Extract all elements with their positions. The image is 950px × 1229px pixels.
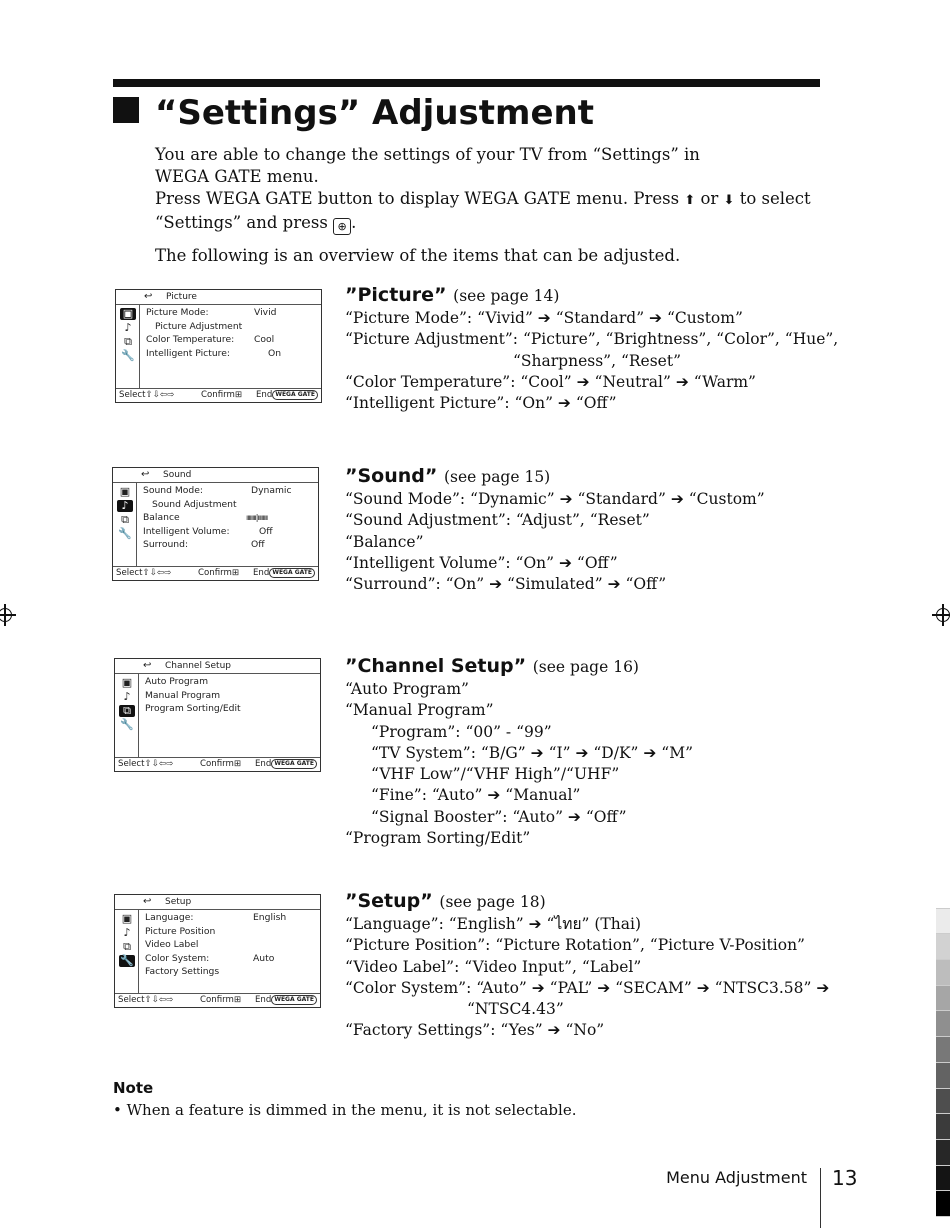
title-square-icon — [113, 97, 139, 123]
wrench-icon: 🔧 — [120, 954, 134, 967]
gray-swatch — [936, 1011, 950, 1037]
page-reference: (see page 15) — [444, 468, 551, 486]
gray-swatch — [936, 909, 950, 935]
page-reference: (see page 18) — [439, 893, 546, 911]
menu-row: Manual Program — [145, 689, 221, 701]
menu-row: Intelligent Volume: Off — [143, 525, 273, 537]
page-number: 13 — [832, 1166, 858, 1190]
section-line: “Picture Adjustment”: “Picture”, “Brightness”, “Color”, “Hue”, — [345, 330, 839, 349]
gray-swatch — [936, 1063, 950, 1089]
balance-bar: ıııııııı|ıııııııı — [246, 513, 268, 523]
menu-footer: Select⇧⇩⇦⇨ Confirm⊞ End WEGA GATE — [116, 388, 321, 402]
back-arrow-icon: ↩ — [144, 291, 153, 302]
sound-menu-screen — [112, 467, 319, 581]
menu-body — [143, 484, 314, 552]
menu-header-title: Picture — [166, 292, 197, 302]
channel-setup-menu-screen — [114, 658, 321, 772]
gray-swatch — [936, 1037, 950, 1063]
menu-header — [115, 659, 320, 674]
menu-row: Language: English — [145, 912, 287, 923]
intro-text — [155, 144, 820, 267]
channel-setup-section — [345, 654, 845, 849]
picture-section — [345, 283, 845, 414]
confirm-icon: ⊞ — [231, 568, 240, 578]
menu-row: Factory Settings — [145, 966, 220, 978]
menu-sidebar — [115, 674, 139, 757]
setup-section — [345, 889, 845, 1042]
music-note-icon: ♪ — [117, 500, 133, 512]
gray-swatch — [936, 934, 950, 960]
section-line: “Language”: “English” ➔ “ไทย” (Thai) — [345, 915, 641, 933]
select-arrows-icon: ⇧⇩⇦⇨ — [144, 759, 174, 769]
wega-gate-badge: WEGA GATE — [271, 995, 317, 1005]
music-note-icon: ♪ — [124, 321, 132, 334]
section-line: “NTSC4.43” — [467, 1000, 564, 1019]
back-arrow-icon: ↩ — [143, 896, 152, 907]
menu-sidebar — [113, 483, 137, 566]
section-line: “Sharpness”, “Reset” — [513, 351, 681, 370]
menu-footer: Select⇧⇩⇦⇨ Confirm⊞ End WEGA GATE — [115, 757, 320, 771]
registration-mark-icon — [932, 604, 950, 626]
menu-row: Sound Mode: Dynamic — [143, 485, 292, 496]
note-title: Note — [113, 1079, 154, 1097]
section-line: “Balance” — [345, 532, 424, 551]
section-line: “Picture Mode”: “Vivid” ➔ “Standard” ➔ “Custom” — [345, 309, 743, 327]
menu-row: Color Temperature: Cool — [146, 334, 275, 346]
menu-body — [145, 911, 316, 979]
wega-gate-badge: WEGA GATE — [269, 568, 315, 578]
page-title: “Settings” Adjustment — [113, 93, 594, 133]
menu-row: Auto Program — [145, 676, 209, 687]
down-arrow-icon: ⬇ — [723, 193, 735, 208]
section-line: “Picture Position”: “Picture Rotation”, “Picture V-Position” — [345, 936, 805, 955]
menu-header-title: Channel Setup — [165, 661, 232, 671]
music-note-icon: ♪ — [123, 926, 131, 939]
intro-line2: WEGA GATE menu. — [155, 167, 319, 186]
wrench-icon: 🔧 — [121, 349, 135, 362]
section-line: “Sound Mode”: “Dynamic” ➔ “Standard” ➔ “Custom” — [345, 490, 765, 508]
section-line: “Auto Program” — [345, 680, 469, 698]
intro-overview: The following is an overview of the items that can be adjusted. — [155, 246, 681, 265]
menu-row: Picture Adjustment — [155, 320, 243, 332]
section-heading: ”Channel Setup” (see page 16) — [345, 655, 639, 677]
wega-gate-badge: WEGA GATE — [271, 759, 317, 769]
page-reference: (see page 16) — [532, 658, 639, 676]
picture-icon: ▣ — [120, 308, 136, 320]
gray-scale-strip — [936, 883, 950, 1217]
menu-row: Intelligent Picture: On — [146, 347, 282, 359]
intro-line3b: to select — [739, 189, 811, 208]
menu-sidebar — [116, 305, 140, 388]
menu-header-title: Sound — [163, 470, 192, 480]
picture-icon: ▣ — [121, 912, 133, 925]
menu-row: Color System: Auto — [145, 952, 275, 964]
section-line: “VHF Low”/“VHF High”/“UHF” — [371, 765, 620, 784]
footer-section-name: Menu Adjustment — [666, 1168, 807, 1187]
section-line: “Program”: “00” - “99” — [371, 722, 552, 741]
menu-header — [115, 895, 320, 910]
section-line: “Surround”: “On” ➔ “Simulated” ➔ “Off” — [345, 575, 667, 594]
menu-row: Picture Mode: Vivid — [146, 307, 277, 318]
picture-menu-screen — [115, 289, 322, 403]
confirm-icon: ⊞ — [234, 390, 243, 400]
wrench-icon: 🔧 — [118, 527, 132, 540]
page-reference: (see page 14) — [453, 287, 560, 305]
menu-row: Surround: Off — [143, 539, 265, 551]
section-line: “Program Sorting/Edit” — [345, 829, 531, 848]
music-note-icon: ♪ — [123, 690, 131, 703]
section-line: “Video Label”: “Video Input”, “Label” — [345, 957, 642, 976]
section-line: “Color System”: “Auto” ➔ “PAL” ➔ “SECAM” ➔ “NTSC3.58” ➔ — [345, 978, 830, 997]
enter-button-icon: ⊕ — [333, 218, 351, 235]
gray-swatch — [936, 1166, 950, 1192]
intro-line4b: . — [351, 213, 357, 232]
select-arrows-icon: ⇧⇩⇦⇨ — [145, 390, 175, 400]
menu-header-title: Setup — [165, 897, 192, 907]
menu-header — [116, 290, 321, 305]
gray-swatch — [936, 1140, 950, 1166]
section-line: “Intelligent Volume”: “On” ➔ “Off” — [345, 553, 618, 572]
section-heading: ”Sound” (see page 15) — [345, 465, 551, 487]
gray-swatch — [936, 960, 950, 986]
sound-section — [345, 464, 845, 595]
section-line: “Signal Booster”: “Auto” ➔ “Off” — [371, 807, 627, 826]
menu-row: Sound Adjustment — [152, 498, 237, 510]
note-item: • When a feature is dimmed in the menu, it is not selectable. — [113, 1101, 577, 1119]
confirm-icon: ⊞ — [233, 759, 242, 769]
section-line: “Fine”: “Auto” ➔ “Manual” — [371, 786, 581, 805]
section-line: “Intelligent Picture”: “On” ➔ “Off” — [345, 394, 617, 413]
menu-sidebar — [115, 910, 139, 993]
wrench-icon: 🔧 — [120, 718, 134, 731]
intro-line4a: “Settings” and press — [155, 213, 328, 232]
intro-line3a: Press WEGA GATE button to display WEGA GATE menu. Press — [155, 189, 680, 208]
channel-icon: ⧉ — [123, 940, 131, 953]
section-line: “Color Temperature”: “Cool” ➔ “Neutral” ➔ “Warm” — [345, 372, 756, 391]
back-arrow-icon: ↩ — [143, 660, 152, 671]
channel-icon: ⧉ — [121, 513, 129, 526]
section-heading: ”Setup” (see page 18) — [345, 890, 546, 912]
select-arrows-icon: ⇧⇩⇦⇨ — [144, 995, 174, 1005]
menu-body — [146, 306, 317, 360]
menu-footer: Select⇧⇩⇦⇨ Confirm⊞ End WEGA GATE — [113, 566, 318, 580]
section-line: “Factory Settings”: “Yes” ➔ “No” — [345, 1021, 605, 1040]
menu-body — [145, 675, 316, 716]
section-heading: ”Picture” (see page 14) — [345, 284, 560, 306]
section-line: “Manual Program” — [345, 701, 494, 720]
select-arrows-icon: ⇧⇩⇦⇨ — [142, 568, 172, 578]
section-line: “Sound Adjustment”: “Adjust”, “Reset” — [345, 511, 650, 530]
picture-icon: ▣ — [121, 676, 133, 689]
gray-swatch — [936, 1114, 950, 1140]
top-rule — [113, 79, 820, 87]
intro-or: or — [700, 189, 719, 208]
confirm-icon: ⊞ — [233, 995, 242, 1005]
gray-swatch — [936, 1089, 950, 1115]
gray-swatch — [936, 986, 950, 1012]
registration-mark-icon — [0, 604, 16, 626]
back-arrow-icon: ↩ — [141, 469, 150, 480]
picture-icon: ▣ — [119, 485, 131, 498]
wega-gate-badge: WEGA GATE — [272, 390, 318, 400]
up-arrow-icon: ⬆ — [684, 193, 696, 208]
menu-footer: Select⇧⇩⇦⇨ Confirm⊞ End WEGA GATE — [115, 993, 320, 1007]
menu-row: Video Label — [145, 939, 199, 951]
gray-swatch — [936, 883, 950, 909]
section-line: “TV System”: “B/G” ➔ “I” ➔ “D/K” ➔ “M” — [371, 743, 694, 762]
menu-header — [113, 468, 318, 483]
menu-row: Program Sorting/Edit — [145, 703, 241, 715]
gray-swatch — [936, 1191, 950, 1217]
footer-divider — [820, 1168, 821, 1228]
setup-menu-screen — [114, 894, 321, 1008]
menu-row: Picture Position — [145, 925, 216, 937]
intro-line1: You are able to change the settings of your TV from “Settings” in — [155, 145, 700, 164]
menu-row: Balance ıııııııı|ıııııııı — [143, 512, 268, 524]
channel-icon: ⧉ — [124, 335, 132, 348]
channel-icon: ⧉ — [119, 705, 135, 717]
